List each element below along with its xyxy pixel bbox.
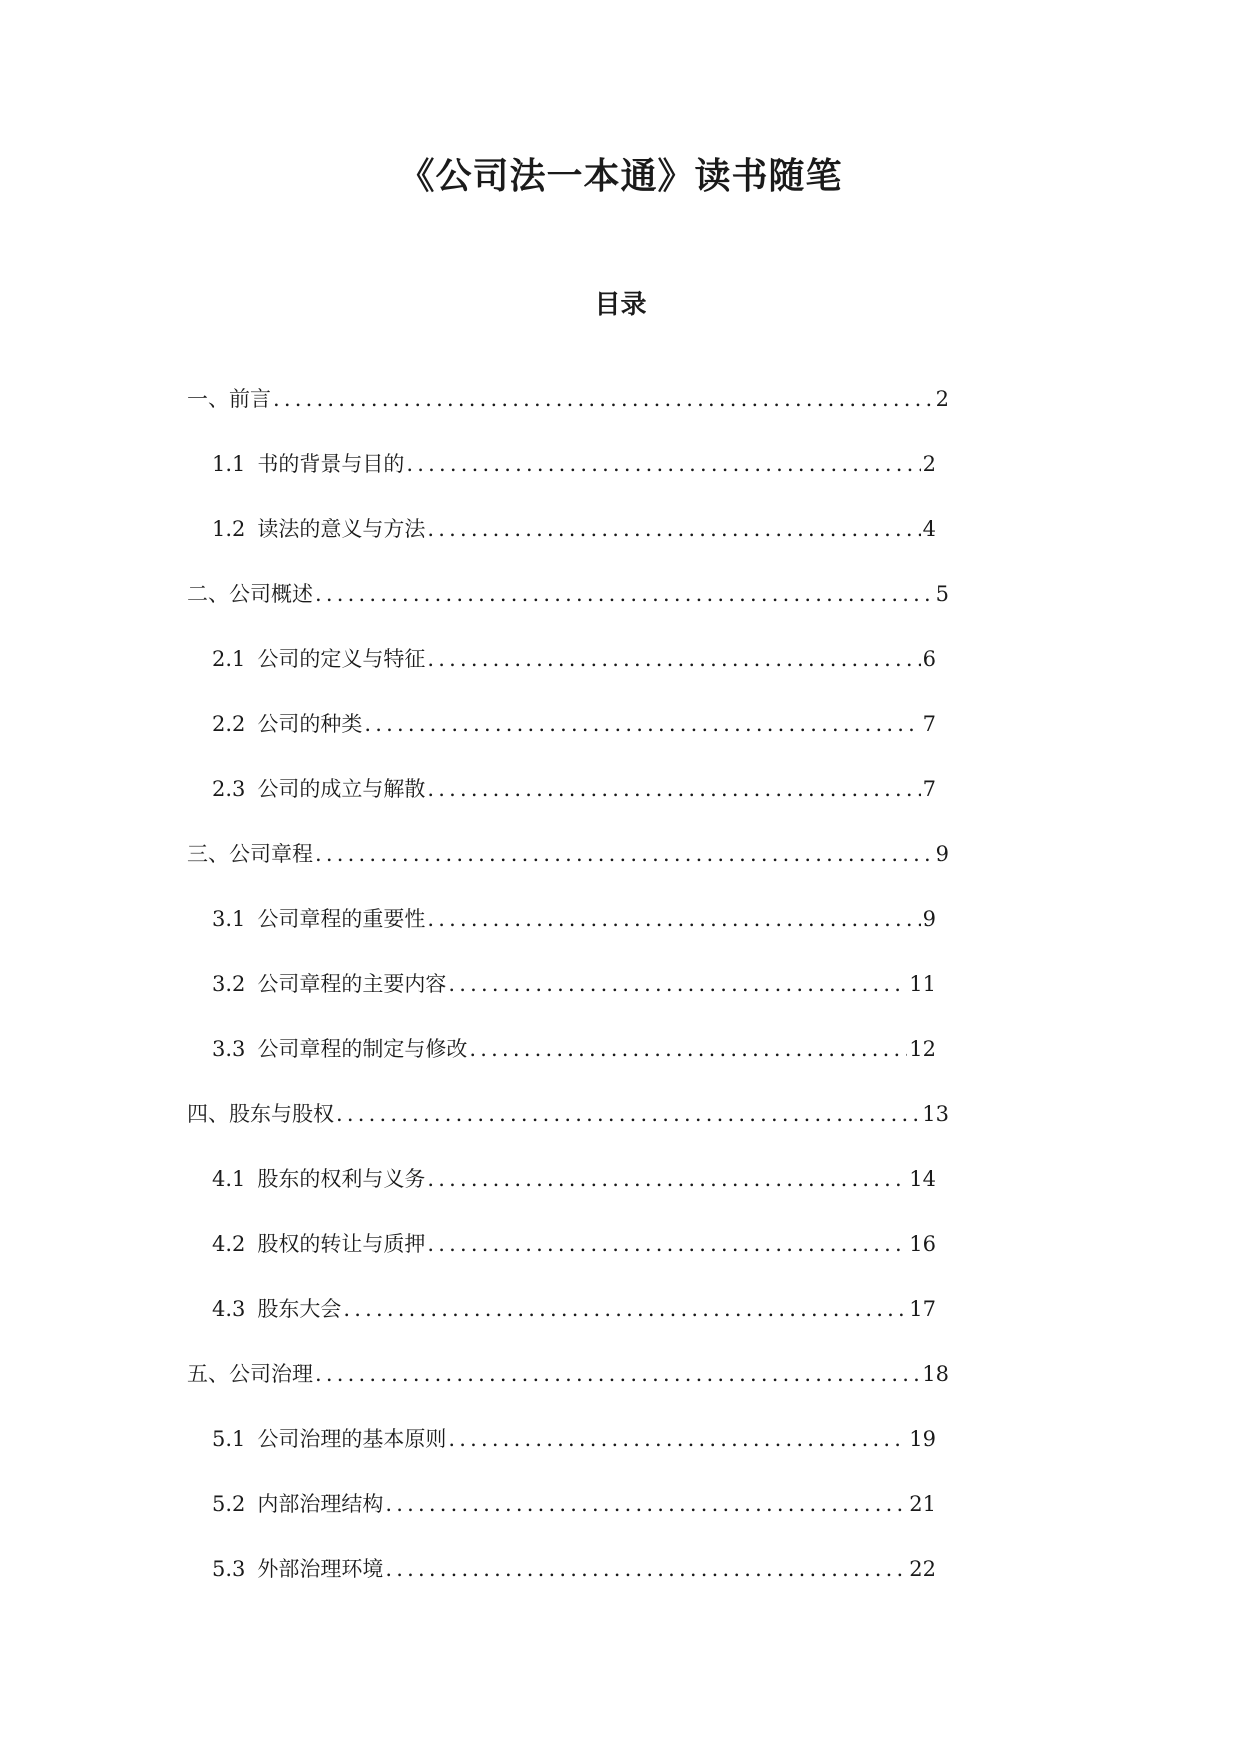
toc-entry[interactable] [0,1554,1241,1619]
toc-entry-label: 股东大会 [257,1297,342,1321]
toc-entry-label: 外部治理环境 [257,1557,384,1581]
toc-entry-line [212,1424,936,1454]
toc-dot-leader [315,1359,920,1389]
toc-entry-label: 公司的成立与解散 [257,777,426,801]
toc-dot-leader [385,1554,907,1584]
toc-entry-number: 2.1 [212,647,246,671]
toc-entry[interactable] [0,449,1241,514]
toc-page-number: 12 [909,1037,936,1061]
toc-entry-number: 3.2 [212,972,246,996]
toc-entry-line [212,709,936,739]
toc-entry-label: 读法的意义与方法 [257,517,426,541]
toc-entry-title [212,1554,383,1584]
toc-entry-line [212,1489,936,1519]
toc-entry-line [212,1164,936,1194]
toc-dot-leader [315,839,934,869]
toc-entry[interactable] [0,1164,1241,1229]
toc-entry-label: 公司章程的主要内容 [257,972,447,996]
toc-entry-label: 公司的种类 [257,712,363,736]
toc-entry-label: 五、公司治理 [187,1362,313,1386]
toc-entry-title [212,969,446,999]
toc-entry-label: 三、公司章程 [187,842,313,866]
toc-entry-label: 书的背景与目的 [257,452,405,476]
toc-entry-title [187,579,313,609]
toc-entry-title [187,384,271,414]
toc-entry-line [212,969,936,999]
toc-entry-label: 股权的转让与质押 [257,1232,426,1256]
toc-dot-leader [427,1229,907,1259]
toc-entry-line [212,774,936,804]
toc-entry-number: 2.3 [212,777,246,801]
toc-page-number: 7 [922,712,936,736]
toc-entry-line [212,904,936,934]
table-of-contents [0,384,1241,1619]
toc-page-number: 4 [922,517,936,541]
toc-entry[interactable] [0,1099,1241,1164]
toc-entry-title [212,644,425,674]
toc-entry-title [212,514,425,544]
toc-page-number: 7 [922,777,936,801]
toc-entry-line [212,644,936,674]
toc-entry-title [212,1229,425,1259]
toc-dot-leader [427,904,920,934]
toc-dot-leader [406,449,920,479]
toc-entry-title [212,1034,467,1064]
toc-entry-label: 四、股东与股权 [187,1102,334,1126]
toc-entry-line [212,1229,936,1259]
toc-dot-leader [315,579,934,609]
toc-entry-number: 5.1 [212,1427,246,1451]
toc-entry-title [212,1489,383,1519]
toc-entry-title [212,904,425,934]
toc-dot-leader [427,644,920,674]
toc-entry-number: 4.1 [212,1167,246,1191]
toc-dot-leader [385,1489,907,1519]
toc-entry-number: 3.3 [212,1037,246,1061]
toc-entry-line [212,1554,936,1584]
toc-entry-number: 5.3 [212,1557,246,1581]
toc-entry[interactable] [0,384,1241,449]
toc-entry-line [187,1359,949,1389]
toc-page-number: 2 [922,452,936,476]
toc-page-number: 19 [909,1427,936,1451]
toc-entry-number: 1.1 [212,452,246,476]
toc-page-number: 22 [909,1557,936,1581]
toc-dot-leader [343,1294,907,1324]
toc-entry-line [187,1099,949,1129]
toc-page-number: 21 [909,1492,936,1516]
toc-entry-line [212,1294,936,1324]
toc-page-number: 14 [909,1167,936,1191]
toc-entry[interactable] [0,1489,1241,1554]
toc-entry[interactable] [0,1424,1241,1489]
toc-page-number: 16 [909,1232,936,1256]
toc-entry-label: 公司章程的重要性 [257,907,426,931]
toc-entry-number: 5.2 [212,1492,246,1516]
toc-entry-title [212,1424,446,1454]
toc-entry-title [212,449,404,479]
toc-page-number: 5 [935,582,949,606]
toc-page-number: 11 [909,972,936,996]
toc-entry-title [212,709,362,739]
toc-entry-line [212,449,936,479]
toc-entry-line [187,384,949,414]
toc-entry-label: 二、公司概述 [187,582,313,606]
toc-entry-line [187,839,949,869]
toc-entry[interactable] [0,774,1241,839]
toc-entry-title [212,774,425,804]
toc-dot-leader [427,1164,907,1194]
toc-dot-leader [336,1099,920,1129]
toc-entry-label: 公司的定义与特征 [257,647,426,671]
toc-entry-label: 公司章程的制定与修改 [257,1037,468,1061]
toc-page-number: 13 [922,1102,949,1126]
toc-entry[interactable] [0,709,1241,774]
toc-entry-number: 3.1 [212,907,246,931]
toc-dot-leader [448,969,907,999]
toc-page-number: 6 [922,647,936,671]
toc-entry-title [187,839,313,869]
toc-entry-title [187,1099,334,1129]
toc-entry[interactable] [0,579,1241,644]
toc-entry[interactable] [0,1034,1241,1099]
toc-dot-leader [364,709,920,739]
toc-entry-line [212,514,936,544]
toc-entry-line [187,579,949,609]
toc-entry-title [212,1164,425,1194]
toc-page-number: 18 [922,1362,949,1386]
toc-page-number: 17 [909,1297,936,1321]
toc-entry[interactable] [0,1229,1241,1294]
toc-dot-leader [469,1034,907,1064]
toc-page-number: 9 [922,907,936,931]
toc-entry-label: 一、前言 [187,387,271,411]
toc-entry-label: 内部治理结构 [257,1492,384,1516]
toc-entry-title [212,1294,341,1324]
toc-entry[interactable] [0,839,1241,904]
toc-entry[interactable] [0,1359,1241,1424]
toc-entry-number: 1.2 [212,517,246,541]
toc-entry[interactable] [0,1294,1241,1359]
toc-heading: 目录 [594,290,647,320]
toc-entry[interactable] [0,969,1241,1034]
toc-entry-number: 4.2 [212,1232,246,1256]
toc-dot-leader [273,384,934,414]
document-title: 《公司法一本通》读书随笔 [398,156,843,197]
toc-entry-title [187,1359,313,1389]
toc-page-number: 2 [935,387,949,411]
toc-entry[interactable] [0,514,1241,579]
toc-dot-leader [448,1424,907,1454]
toc-entry[interactable] [0,904,1241,969]
toc-dot-leader [427,774,920,804]
toc-entry[interactable] [0,644,1241,709]
toc-entry-number: 4.3 [212,1297,246,1321]
toc-entry-number: 2.2 [212,712,246,736]
toc-entry-label: 公司治理的基本原则 [257,1427,447,1451]
toc-entry-line [212,1034,936,1064]
toc-dot-leader [427,514,920,544]
toc-entry-label: 股东的权利与义务 [257,1167,426,1191]
toc-page-number: 9 [935,842,949,866]
